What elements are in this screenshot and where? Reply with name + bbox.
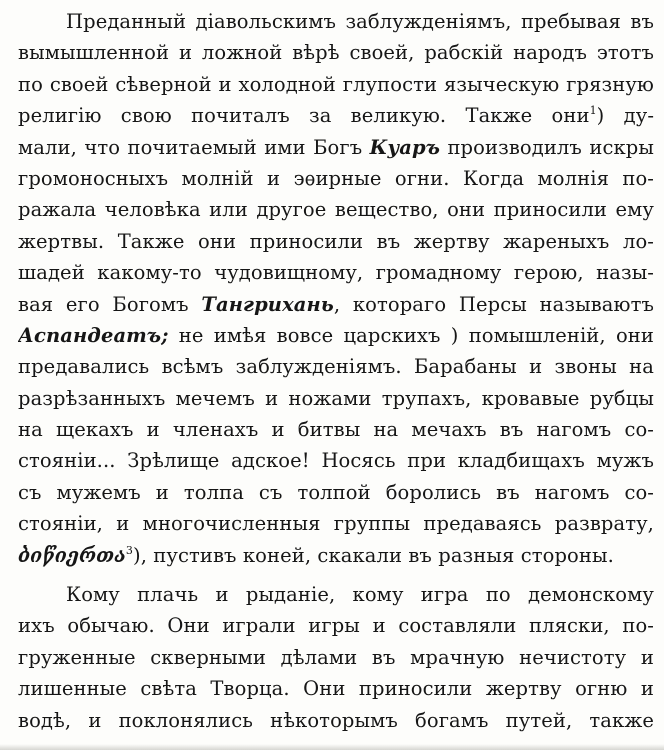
text-line: ихъ обычаю. Они играли игры и составляли пляски, по- xyxy=(18,614,654,638)
footnote-marker: 1 xyxy=(589,104,597,118)
paragraph-1 xyxy=(18,6,654,571)
text-line: вымышленной и ложной вѣрѣ своей, рабскій народъ этотъ xyxy=(18,41,654,65)
italic-term: Тангрихань xyxy=(201,292,334,316)
text-line: предавались всѣмъ заблужденіямъ. Барабаны и звоны на xyxy=(18,355,654,379)
text-line: ბიწიერთა$^3$), пустивъ коней, скакали въ разныя стороны. xyxy=(18,543,614,567)
text-line: водѣ, и поклонялись нѣкоторымъ богамъ путей, также xyxy=(18,708,654,732)
text-line: стояніи... Зрѣлище адское! Носясь при кладбищахъ мужъ xyxy=(18,449,654,473)
text-line: по своей сѣверной и холодной глупости языческую грязную xyxy=(18,72,654,96)
text-line: на щекахъ и членахъ и битвы на мечахъ въ нагомъ со- xyxy=(18,418,654,442)
italic-term: Аспандеатъ; xyxy=(18,323,169,347)
text-line: съ мужемъ и толпа съ толпой боролись въ нагомъ со- xyxy=(18,480,654,504)
text-line: шадей какому-то чудовищному, громадному герою, назы- xyxy=(18,261,654,285)
text-line: разрѣзанныхъ мечемъ и ножами трупахъ, кровавые рубцы xyxy=(18,386,654,410)
italic-term: Куаръ xyxy=(369,135,441,159)
text-line: вая его Богомъ Тангрихань, котораго Персы называютъ xyxy=(18,292,654,316)
text-line: религію свою почиталъ за великую. Также они$^1$) ду- xyxy=(18,104,654,128)
paragraph-2 xyxy=(18,579,654,736)
text-line: жертвы. Также они приносили въ жертву жареныхъ ло- xyxy=(18,229,654,253)
text-line: Аспандеатъ; не имѣя вовсе царскихъ ) помышленій, они xyxy=(18,323,654,347)
text-line: лишенные свѣта Творца. Они приносили жертву огню и xyxy=(18,677,654,701)
georgian-term: ბიწიერთა xyxy=(18,543,126,567)
text-line: ражала человѣка или другое вещество, они приносили ему xyxy=(18,198,654,222)
footnote-marker: 3 xyxy=(125,543,133,557)
text-line: груженные скверными дѣлами въ мрачную нечистоту и xyxy=(18,645,654,669)
page-bottom-edge xyxy=(0,744,664,750)
text-line: Кому плачь и рыданіе, кому игра по демонскому xyxy=(66,583,654,607)
text-line: стояніи, и многочисленныя группы предаваясь разврату, xyxy=(18,512,654,536)
text-line: Преданный діавольскимъ заблужденіямъ, пребывая въ xyxy=(66,10,654,33)
text-line: громоносныхъ молній и эѳирные огни. Когда молнія по- xyxy=(18,166,654,190)
text-line: мали, что почитаемый ими Богъ Куаръ производилъ искры xyxy=(18,135,654,159)
